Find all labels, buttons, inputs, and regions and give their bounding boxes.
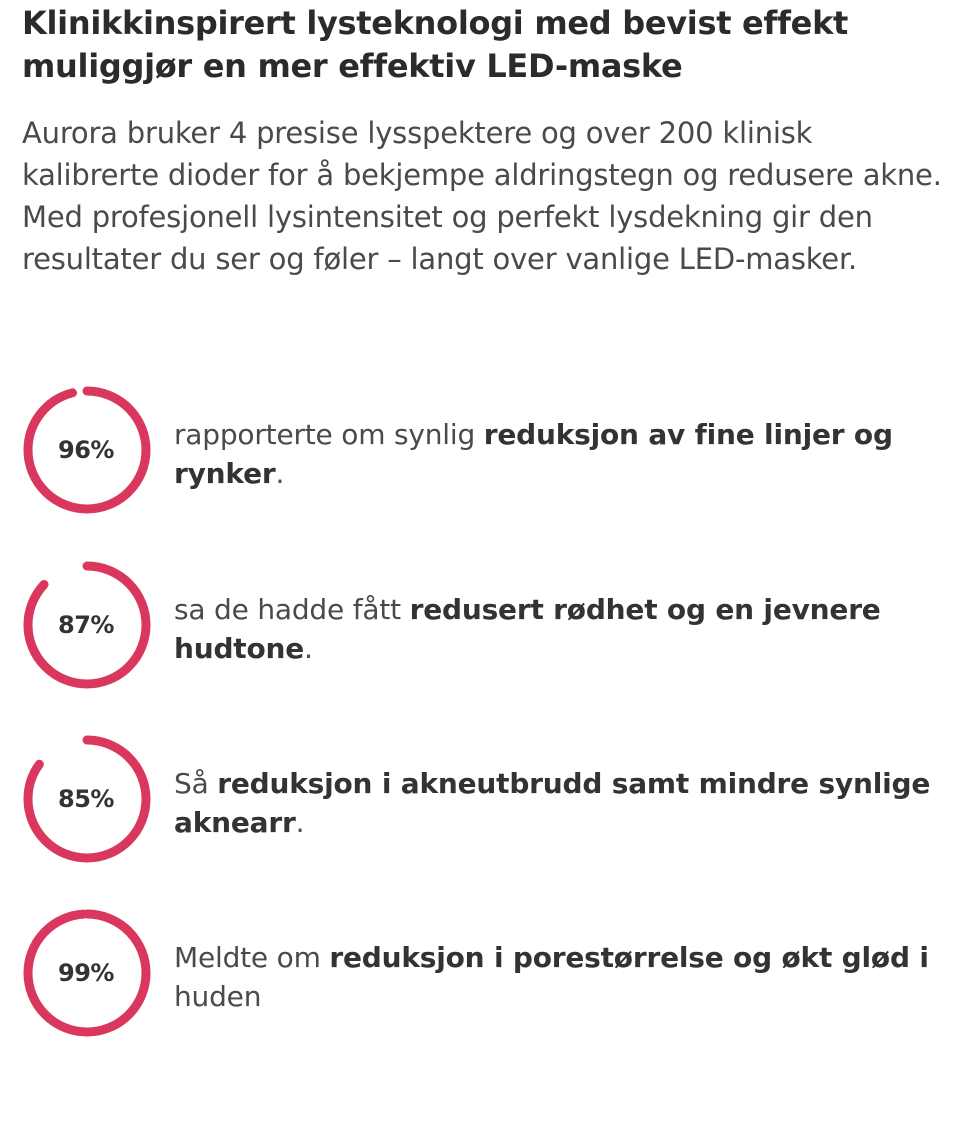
stat-row (22, 734, 942, 864)
stat-tail-text: huden (174, 980, 262, 1013)
headline: Klinikkinspirert lysteknologi med bevist effekt muliggjør en mer effektiv LED-maske (22, 4, 849, 85)
stat-tail-text: . (295, 806, 305, 839)
stat-percentage: 99% (58, 959, 114, 987)
stat-description (174, 764, 944, 842)
progress-ring (22, 560, 152, 690)
stat-percentage: 87% (58, 611, 114, 639)
stat-tail-text: . (304, 632, 313, 665)
progress-ring (22, 908, 152, 1038)
stat-highlight-text: reduksjon i porestørrelse og økt glød i (329, 941, 929, 974)
stat-description (174, 590, 944, 668)
stat-lead-text: rapporterte om synlig (174, 418, 484, 451)
progress-ring (22, 734, 152, 864)
page-content (22, 0, 942, 1013)
stat-lead-text: sa de hadde fått (174, 593, 410, 626)
stat-tail-text: . (275, 457, 285, 490)
stat-highlight-text: reduksjon av fine linjer og rynker (174, 418, 893, 490)
stat-description (174, 938, 944, 1016)
stat-description (174, 415, 944, 493)
progress-ring (22, 385, 152, 515)
stat-percentage: 96% (58, 436, 114, 464)
stat-highlight-text: reduksjon i akneutbrudd samt mindre synlige aknearr (174, 767, 931, 839)
stat-lead-text: Meldte om (174, 941, 330, 974)
intro-paragraph: Aurora bruker 4 presise lysspektere og over 200 klinisk kalibrerte dioder for å bekjempe aldringstegn og redusere akne. Med profesjonell lysintensitet og perfekt lysdekning gir den resultater du ser og føler – langt over vanlige LED-masker. (22, 116, 942, 276)
stat-row (22, 908, 942, 1038)
stat-lead-text: Så (174, 767, 218, 800)
stat-highlight-text: redusert rødhet og en jevnere hudtone (174, 593, 881, 665)
stat-row (22, 385, 942, 515)
stat-percentage: 85% (58, 785, 114, 813)
stat-row (22, 560, 942, 690)
